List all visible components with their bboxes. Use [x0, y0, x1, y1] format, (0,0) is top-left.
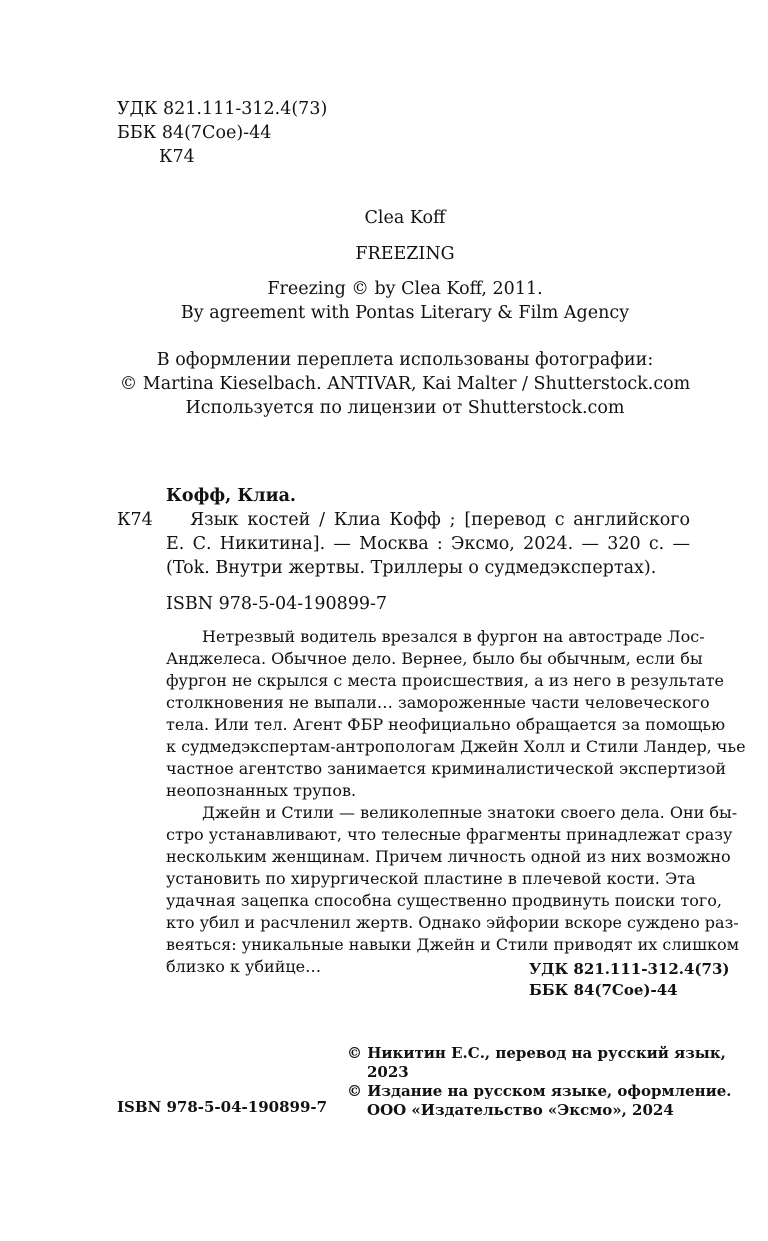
- annotation-p2-line: Джейн и Стили — великолепные знатоки своего дела. Они бы-: [202, 803, 738, 822]
- annotation-p2-line: веяться: уникальные навыки Джейн и Стили приводят их слишком: [166, 935, 740, 954]
- author-mark: К74: [159, 147, 195, 167]
- original-title: FREEZING: [355, 244, 455, 264]
- annotation-p2-line: нескольким женщинам. Причем личность одной из них возможно: [166, 847, 731, 866]
- copyright-translation-line2: 2023: [367, 1063, 409, 1081]
- annotation-p1-line: Нетрезвый водитель врезался в фургон на автостраде Лос-: [202, 627, 705, 646]
- copyright-edition-line2: ООО «Издательство «Эксмо», 2024: [367, 1101, 674, 1119]
- index-bbk: ББК 84(7Сое)-44: [529, 981, 678, 999]
- annotation-p1-line: частное агентство занимается криминалистической экспертизой: [166, 759, 727, 778]
- original-copyright: Freezing © by Clea Koff, 2011.: [267, 279, 543, 299]
- annotation-p2-line: стро устанавливают, что телесные фрагменты принадлежат сразу: [166, 825, 733, 844]
- photo-credits-line1: В оформлении переплета использованы фотографии:: [156, 350, 654, 370]
- annotation-p1-line: к судмедэкспертам-антропологам Джейн Холл и Стили Ландер, чье: [166, 737, 746, 756]
- annotation-p1-line: неопознанных трупов.: [166, 781, 357, 800]
- copyright-translation-line1: © Никитин Е.С., перевод на русский язык,: [347, 1044, 726, 1062]
- catalog-author-heading: Кофф, Клиа.: [166, 486, 297, 506]
- catalog-description-line1: Язык костей / Клиа Кофф ; [перевод с английского: [190, 510, 690, 530]
- original-author: Clea Koff: [364, 208, 446, 228]
- index-udk: УДК 821.111-312.4(73): [529, 960, 730, 978]
- annotation-p2-line: удачная зацепка способна существенно продвинуть поиски того,: [166, 891, 722, 910]
- copyright-edition-line1: © Издание на русском языке, оформление.: [347, 1082, 732, 1100]
- annotation-p1-line: фургон не скрылся с места происшествия, а из него в результате: [166, 671, 724, 690]
- catalog-description-line3: (Tok. Внутри жертвы. Триллеры о судмедэкспертах).: [166, 558, 657, 578]
- photo-credits-line2: © Martina Kieselbach. ANTIVAR, Kai Malter / Shutterstock.com: [119, 374, 691, 394]
- bbk-code: ББК 84(7Сое)-44: [117, 123, 272, 143]
- annotation-p2-line: близко к убийце…: [166, 957, 322, 976]
- annotation: [166, 626, 746, 978]
- annotation-p2-line: установить по хирургической пластине в плечевой кости. Эта: [166, 869, 696, 888]
- udk-code: УДК 821.111-312.4(73): [117, 99, 328, 119]
- footer-isbn: ISBN 978-5-04-190899-7: [117, 1098, 328, 1116]
- annotation-p1-line: тела. Или тел. Агент ФБР неофициально обращается за помощью: [166, 715, 726, 734]
- catalog-isbn: ISBN 978-5-04-190899-7: [166, 594, 388, 614]
- annotation-p2-line: кто убил и расчленил жертв. Однако эйфории вскоре суждено раз-: [166, 913, 739, 932]
- annotation-p1-line: столкновения не выпали… замороженные части человеческого: [166, 693, 710, 712]
- annotation-p1-line: Анджелеса. Обычное дело. Вернее, было бы обычным, если бы: [166, 649, 703, 668]
- agency-agreement: By agreement with Pontas Literary & Film Agency: [180, 303, 630, 323]
- catalog-description-line2: Е. С. Никитина]. — Москва : Эксмо, 2024. — 320 с. —: [166, 534, 690, 554]
- photo-credits-line3: Используется по лицензии от Shutterstock.com: [185, 398, 625, 418]
- catalog-mark: К74: [117, 510, 153, 530]
